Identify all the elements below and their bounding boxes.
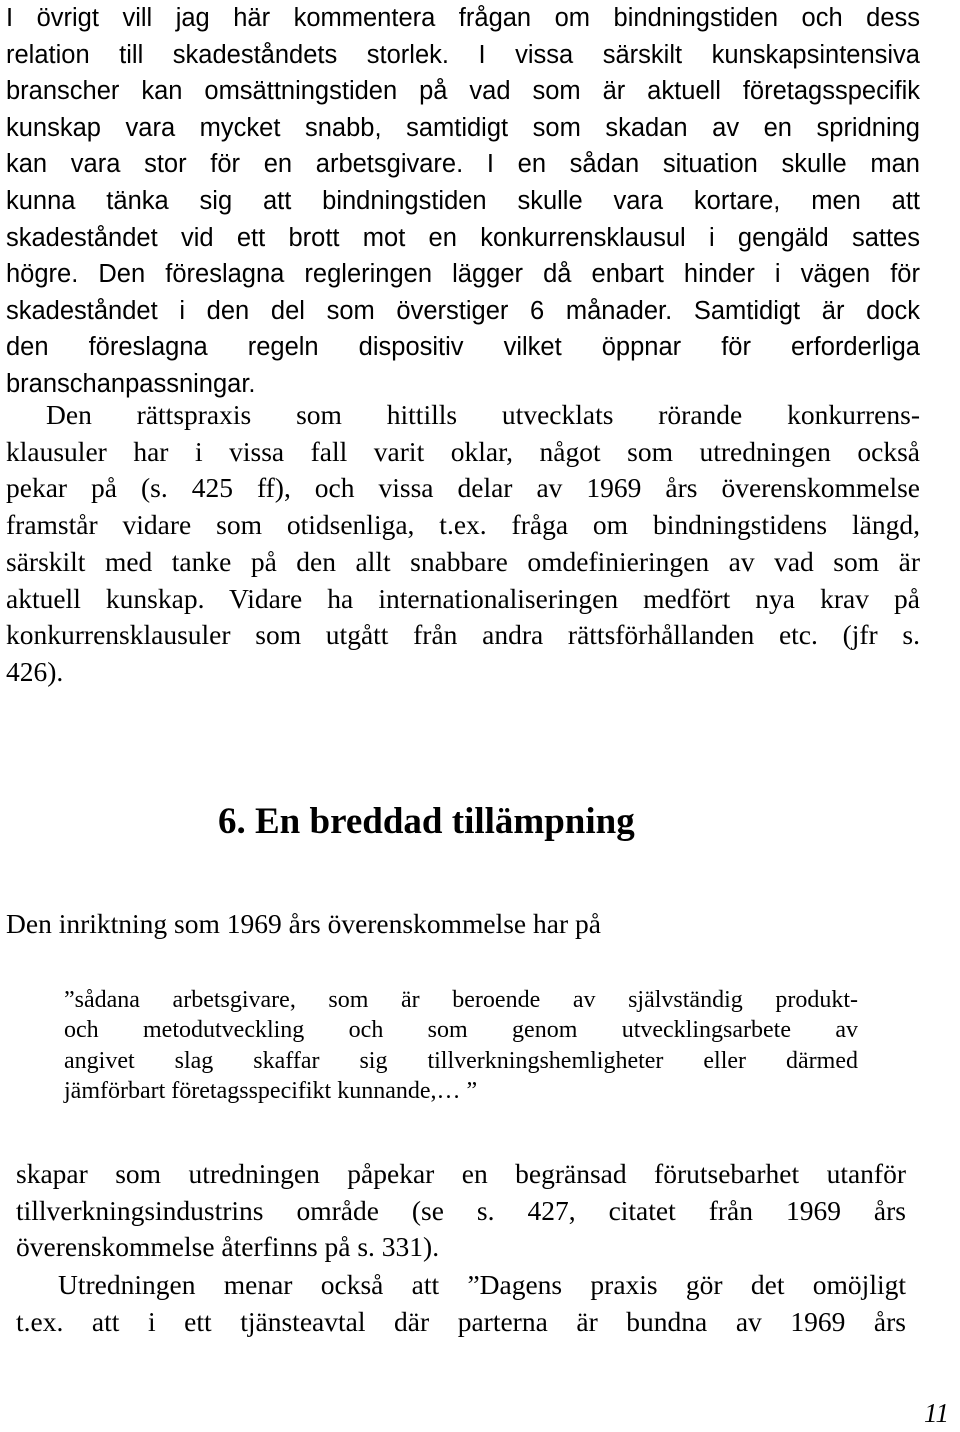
text-line: Utredningen menar också att ”Dagens praxis gör det omöjligt bbox=[58, 1269, 906, 1300]
paragraph-forutsebarhet bbox=[16, 1156, 906, 1266]
text-line: t.ex. att i ett tjänsteavtal där parterna är bundna av 1969 års bbox=[16, 1305, 906, 1337]
text-line: skadeståndet i den del som överstiger 6 månader. Samtidigt är dock bbox=[6, 296, 920, 325]
text-line: pekar på (s. 425 ff), och vissa delar av 1969 års överenskommelse bbox=[6, 472, 920, 504]
block-quote bbox=[64, 985, 858, 1106]
text-line: kan vara stor för en arbetsgivare. I en sådan situation skulle man bbox=[6, 150, 920, 179]
text-line: branschanpassningar. bbox=[6, 369, 256, 398]
text-line: branscher kan omsättningstiden på vad som är aktuell företagsspecifik bbox=[6, 77, 920, 106]
quote-line: jämförbart företagsspecifikt kunnande,… ” bbox=[64, 1077, 478, 1104]
paragraph-bindningstid bbox=[6, 0, 920, 403]
text-line: 426). bbox=[6, 655, 64, 687]
text-line: konkurrensklausuler som utgått från andra rättsförhållanden etc. (jfr s. bbox=[6, 619, 920, 651]
text-line: den föreslagna regeln dispositiv vilket öppnar för erforderliga bbox=[6, 333, 920, 362]
paragraph-utredningen bbox=[16, 1267, 906, 1340]
text-line: överenskommelse återfinns på s. 331). bbox=[16, 1231, 440, 1263]
text-line: kunna tänka sig att bindningstiden skulle vara kortare, men att bbox=[6, 186, 920, 215]
quote-line: ”sådana arbetsgivare, som är beroende av självständig produkt- bbox=[64, 987, 858, 1013]
text-line: I övrigt vill jag här kommentera frågan om bindningstiden och dess bbox=[6, 4, 920, 32]
text-line: framstår vidare som otidsenliga, t.ex. fråga om bindningstidens längd, bbox=[6, 509, 920, 541]
text-line: högre. Den föreslagna regleringen lägger då enbart hinder i vägen för bbox=[6, 260, 920, 289]
quote-line: angivet slag skaffar sig tillverkningshemligheter eller därmed bbox=[64, 1047, 858, 1074]
text-line: kunskap vara mycket snabb, samtidigt som skadan av en spridning bbox=[6, 113, 920, 142]
text-line: särskilt med tanke på den allt snabbare omdefinieringen av vad som är bbox=[6, 545, 920, 577]
text-line: tillverkningsindustrins område (se s. 427, citatet från 1969 års bbox=[16, 1194, 906, 1226]
page-number: 11 bbox=[924, 1398, 949, 1428]
quote-line: och metodutveckling och som genom utvecklingsarbete av bbox=[64, 1017, 858, 1044]
section-heading: 6. En breddad tillämpning bbox=[218, 801, 635, 842]
text-line: skapar som utredningen påpekar en begränsad förutsebarhet utanför bbox=[16, 1158, 906, 1189]
text-line: aktuell kunskap. Vidare ha internationaliseringen medfört nya krav på bbox=[6, 582, 920, 614]
text-line: klausuler har i vissa fall varit oklar, något som utredningen också bbox=[6, 435, 920, 467]
text-line: Den rättspraxis som hittills utvecklats rörande konkurrens- bbox=[46, 399, 920, 430]
text-line: skadeståndet vid ett brott mot en konkurrensklausul i gengäld sattes bbox=[6, 223, 920, 252]
intro-line: Den inriktning som 1969 års överenskommelse har på bbox=[6, 908, 601, 939]
text-line: relation till skadeståndets storlek. I vissa särskilt kunskapsintensiva bbox=[6, 40, 920, 69]
paragraph-rattspraxis bbox=[6, 397, 920, 691]
